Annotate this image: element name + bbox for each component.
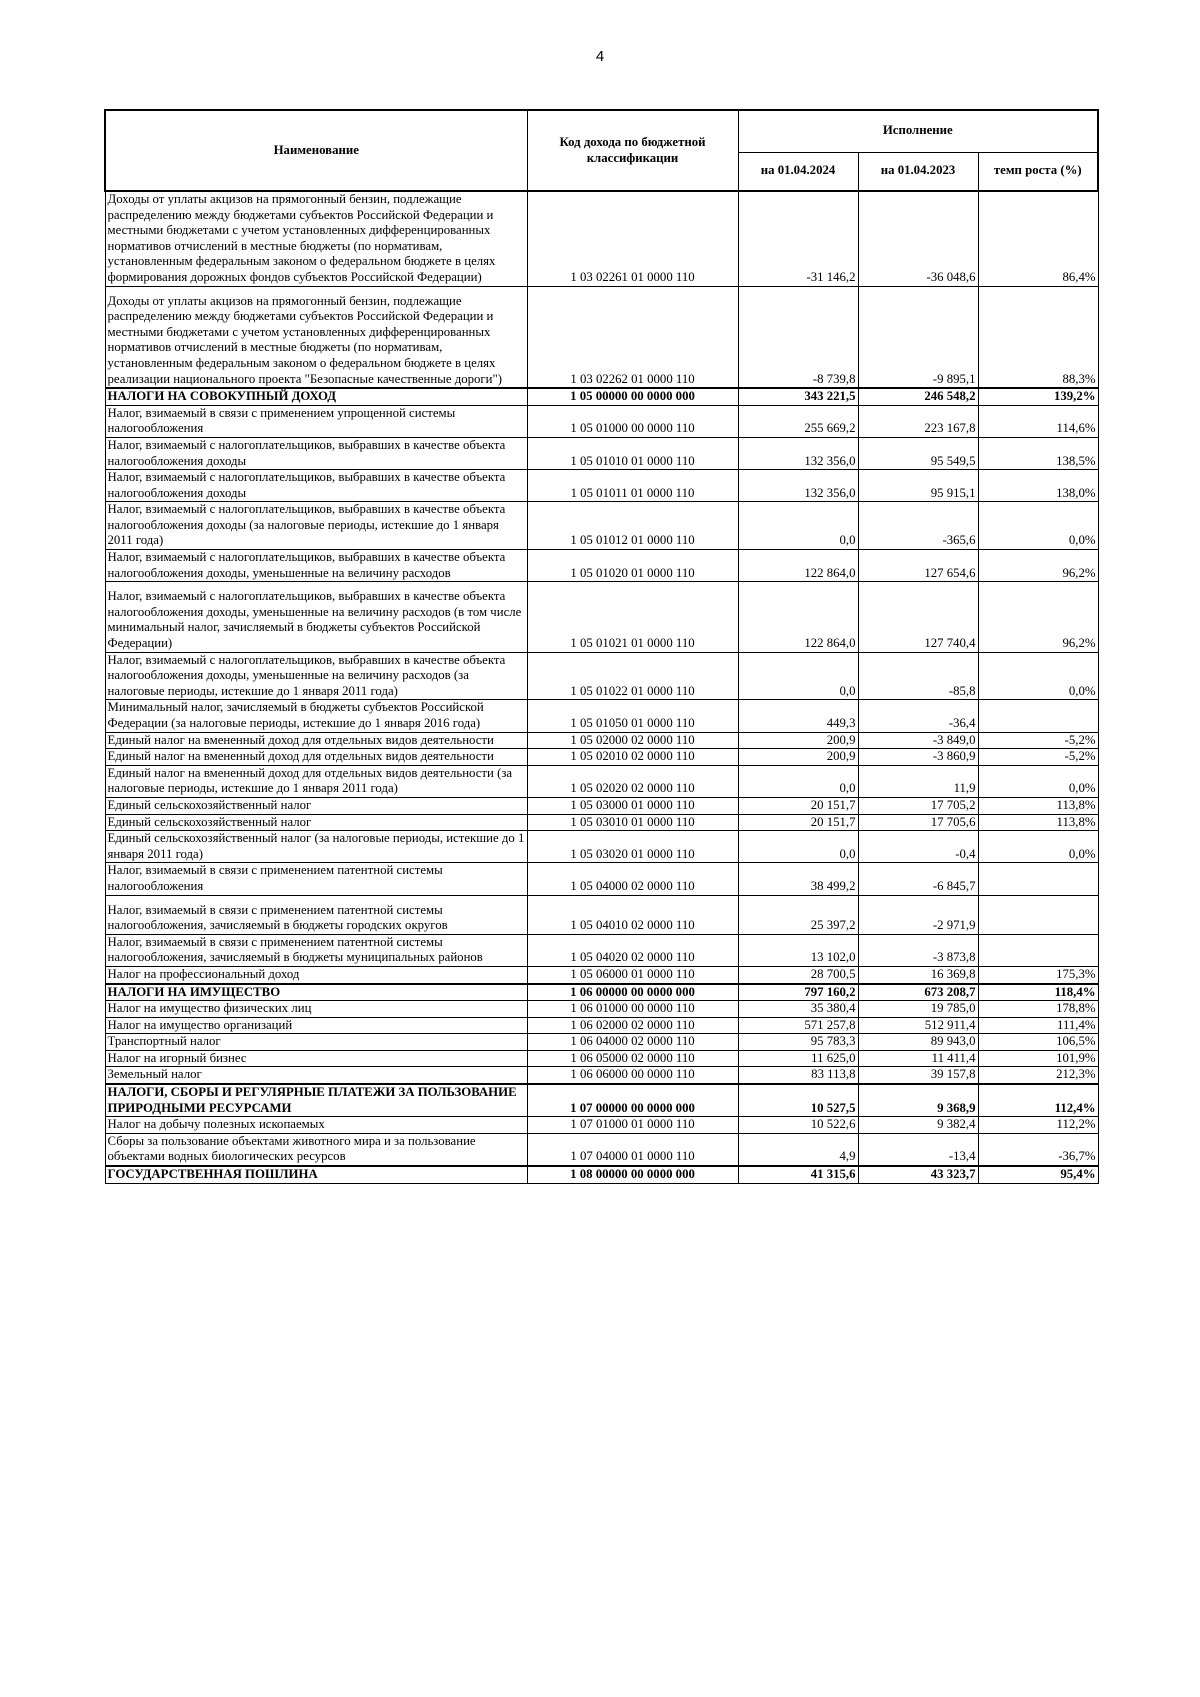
row-growth: 112,2%	[978, 1117, 1098, 1134]
table-row	[105, 1117, 1098, 1134]
table-row	[105, 437, 1098, 469]
row-growth: 138,5%	[978, 437, 1098, 469]
row-growth: 111,4%	[978, 1017, 1098, 1034]
row-growth: 106,5%	[978, 1034, 1098, 1051]
row-value-2024: 10 527,5	[738, 1084, 858, 1117]
row-value-2024: 38 499,2	[738, 863, 858, 895]
row-code: 1 06 06000 00 0000 110	[527, 1067, 738, 1084]
row-value-2024: 797 160,2	[738, 984, 858, 1001]
row-growth: 86,4%	[978, 191, 1098, 286]
row-growth	[978, 863, 1098, 895]
row-code: 1 07 00000 00 0000 000	[527, 1084, 738, 1117]
row-code: 1 05 01021 01 0000 110	[527, 582, 738, 652]
row-growth: 113,8%	[978, 797, 1098, 814]
row-name: Налог на имущество организаций	[105, 1017, 527, 1034]
table-row	[105, 814, 1098, 831]
row-name: ГОСУДАРСТВЕННАЯ ПОШЛИНА	[105, 1166, 527, 1183]
row-name: Единый налог на вмененный доход для отдельных видов деятельности (за налоговые периоды, истекшие до 1 января 2011 года)	[105, 765, 527, 797]
row-value-2023: 11 411,4	[858, 1050, 978, 1067]
row-growth: 212,3%	[978, 1067, 1098, 1084]
row-value-2023: -9 895,1	[858, 286, 978, 388]
row-growth: 175,3%	[978, 966, 1098, 983]
table-row	[105, 765, 1098, 797]
row-code: 1 06 00000 00 0000 000	[527, 984, 738, 1001]
row-value-2023: -365,6	[858, 502, 978, 550]
table-row	[105, 582, 1098, 652]
row-value-2023: 17 705,2	[858, 797, 978, 814]
row-value-2023: 95 915,1	[858, 470, 978, 502]
row-growth: 96,2%	[978, 550, 1098, 582]
header-2023: на 01.04.2023	[858, 152, 978, 191]
table-row	[105, 388, 1098, 405]
table-row	[105, 502, 1098, 550]
row-code: 1 05 01022 01 0000 110	[527, 652, 738, 700]
row-value-2023: 127 740,4	[858, 582, 978, 652]
row-value-2023: 127 654,6	[858, 550, 978, 582]
row-value-2024: 25 397,2	[738, 895, 858, 934]
row-growth: -5,2%	[978, 749, 1098, 766]
row-code: 1 05 01050 01 0000 110	[527, 700, 738, 732]
row-name: Налог, взимаемый с налогоплательщиков, выбравших в качестве объекта налогообложения доходы	[105, 470, 527, 502]
row-growth: -36,7%	[978, 1133, 1098, 1166]
row-value-2024: 13 102,0	[738, 934, 858, 966]
header-name: Наименование	[105, 110, 527, 191]
row-name: НАЛОГИ, СБОРЫ И РЕГУЛЯРНЫЕ ПЛАТЕЖИ ЗА ПОЛЬЗОВАНИЕ ПРИРОДНЫМИ РЕСУРСАМИ	[105, 1084, 527, 1117]
row-value-2023: -13,4	[858, 1133, 978, 1166]
row-value-2024: 122 864,0	[738, 582, 858, 652]
row-value-2024: 11 625,0	[738, 1050, 858, 1067]
table-row	[105, 749, 1098, 766]
row-code: 1 05 02020 02 0000 110	[527, 765, 738, 797]
row-name: Доходы от уплаты акцизов на прямогонный бензин, подлежащие распределению между бюджетами субъектов Российской Федерации и местными бюджетами с учетом установленных дифференцированных нормативов отчислений в местные бюджеты (по нормативам, установленным федеральным законом о федеральном бюджете в целях реализации национального проекта "Безопасные качественные дороги")	[105, 286, 527, 388]
row-value-2024: 132 356,0	[738, 470, 858, 502]
table-row	[105, 652, 1098, 700]
row-code: 1 05 01010 01 0000 110	[527, 437, 738, 469]
row-value-2023: 9 368,9	[858, 1084, 978, 1117]
row-value-2023: -3 860,9	[858, 749, 978, 766]
row-growth: 0,0%	[978, 765, 1098, 797]
row-code: 1 05 01000 00 0000 110	[527, 405, 738, 437]
table-row	[105, 732, 1098, 749]
row-value-2023: -6 845,7	[858, 863, 978, 895]
table-row	[105, 1067, 1098, 1084]
row-name: НАЛОГИ НА ИМУЩЕСТВО	[105, 984, 527, 1001]
row-code: 1 05 01012 01 0000 110	[527, 502, 738, 550]
row-name: Налог на профессиональный доход	[105, 966, 527, 983]
table-row	[105, 1017, 1098, 1034]
table-row	[105, 700, 1098, 732]
row-value-2023: 512 911,4	[858, 1017, 978, 1034]
row-growth: 95,4%	[978, 1166, 1098, 1183]
row-growth	[978, 895, 1098, 934]
table-row	[105, 1133, 1098, 1166]
row-name: Транспортный налог	[105, 1034, 527, 1051]
row-code: 1 05 02010 02 0000 110	[527, 749, 738, 766]
table-row	[105, 831, 1098, 863]
row-value-2024: 0,0	[738, 765, 858, 797]
row-code: 1 05 03000 01 0000 110	[527, 797, 738, 814]
row-value-2023: 246 548,2	[858, 388, 978, 405]
table-body	[105, 191, 1098, 1183]
row-growth: 138,0%	[978, 470, 1098, 502]
header-2024: на 01.04.2024	[738, 152, 858, 191]
row-value-2024: 255 669,2	[738, 405, 858, 437]
row-name: Налог, взимаемый в связи с применением патентной системы налогообложения, зачисляемый в бюджеты городских округов	[105, 895, 527, 934]
table-row	[105, 470, 1098, 502]
header-growth: темп роста (%)	[978, 152, 1098, 191]
row-name: Налог, взимаемый с налогоплательщиков, выбравших в качестве объекта налогообложения доходы, уменьшенные на величину расходов (в том числе минимальный налог, зачисляемый в бюджеты субъектов Российской Федерации)	[105, 582, 527, 652]
table-row	[105, 405, 1098, 437]
row-code: 1 06 05000 02 0000 110	[527, 1050, 738, 1067]
table-header	[105, 110, 1098, 191]
row-value-2024: 20 151,7	[738, 814, 858, 831]
row-value-2024: -31 146,2	[738, 191, 858, 286]
row-value-2024: 0,0	[738, 652, 858, 700]
row-value-2024: 41 315,6	[738, 1166, 858, 1183]
row-code: 1 05 04010 02 0000 110	[527, 895, 738, 934]
row-value-2023: 39 157,8	[858, 1067, 978, 1084]
row-growth: 113,8%	[978, 814, 1098, 831]
row-name: Единый сельскохозяйственный налог	[105, 797, 527, 814]
row-code: 1 06 01000 00 0000 110	[527, 1001, 738, 1018]
budget-revenue-table	[104, 109, 1099, 1184]
row-value-2023: 16 369,8	[858, 966, 978, 983]
table-row	[105, 1001, 1098, 1018]
row-name: Земельный налог	[105, 1067, 527, 1084]
row-value-2023: -2 971,9	[858, 895, 978, 934]
row-name: Минимальный налог, зачисляемый в бюджеты субъектов Российской Федерации (за налоговые периоды, истекшие до 1 января 2016 года)	[105, 700, 527, 732]
table-row	[105, 1084, 1098, 1117]
row-code: 1 05 01020 01 0000 110	[527, 550, 738, 582]
row-value-2024: 0,0	[738, 831, 858, 863]
table-row	[105, 191, 1098, 286]
row-name: Налог, взимаемый в связи с применением патентной системы налогообложения, зачисляемый в бюджеты муниципальных районов	[105, 934, 527, 966]
row-name: Единый налог на вмененный доход для отдельных видов деятельности	[105, 732, 527, 749]
row-code: 1 05 04020 02 0000 110	[527, 934, 738, 966]
page-number: 4	[595, 48, 605, 65]
row-code: 1 06 02000 02 0000 110	[527, 1017, 738, 1034]
row-name: Налог на игорный бизнес	[105, 1050, 527, 1067]
row-value-2023: 89 943,0	[858, 1034, 978, 1051]
row-value-2023: 19 785,0	[858, 1001, 978, 1018]
row-value-2024: 200,9	[738, 732, 858, 749]
row-name: Сборы за пользование объектами животного мира и за пользование объектами водных биологических ресурсов	[105, 1133, 527, 1166]
table-row	[105, 966, 1098, 983]
row-growth: 139,2%	[978, 388, 1098, 405]
row-name: Доходы от уплаты акцизов на прямогонный бензин, подлежащие распределению между бюджетами субъектов Российской Федерации и местными бюджетами с учетом установленных дифференцированных нормативов отчислений в местные бюджеты (по нормативам, установленным федеральным законом о федеральном бюджете в целях формирования дорожных фондов субъектов Российской Федерации)	[105, 191, 527, 286]
row-value-2024: 0,0	[738, 502, 858, 550]
row-value-2023: -36,4	[858, 700, 978, 732]
row-value-2024: 35 380,4	[738, 1001, 858, 1018]
row-name: Налог на добычу полезных ископаемых	[105, 1117, 527, 1134]
row-code: 1 05 03010 01 0000 110	[527, 814, 738, 831]
row-value-2023: 9 382,4	[858, 1117, 978, 1134]
row-growth: 101,9%	[978, 1050, 1098, 1067]
header-execution: Исполнение	[738, 110, 1098, 152]
row-name: Налог, взимаемый с налогоплательщиков, выбравших в качестве объекта налогообложения доходы	[105, 437, 527, 469]
row-code: 1 05 04000 02 0000 110	[527, 863, 738, 895]
row-value-2023: 223 167,8	[858, 405, 978, 437]
row-value-2023: -85,8	[858, 652, 978, 700]
row-growth	[978, 700, 1098, 732]
table-row	[105, 1034, 1098, 1051]
row-growth: 0,0%	[978, 502, 1098, 550]
row-name: Налог на имущество физических лиц	[105, 1001, 527, 1018]
row-name: Единый сельскохозяйственный налог	[105, 814, 527, 831]
row-value-2023: 43 323,7	[858, 1166, 978, 1183]
row-code: 1 05 01011 01 0000 110	[527, 470, 738, 502]
table-row	[105, 1166, 1098, 1183]
row-value-2024: 95 783,3	[738, 1034, 858, 1051]
row-value-2024: 83 113,8	[738, 1067, 858, 1084]
row-value-2024: 122 864,0	[738, 550, 858, 582]
row-value-2023: 673 208,7	[858, 984, 978, 1001]
table-row	[105, 934, 1098, 966]
row-value-2024: 10 522,6	[738, 1117, 858, 1134]
row-growth: 112,4%	[978, 1084, 1098, 1117]
row-value-2023: -3 873,8	[858, 934, 978, 966]
row-growth: 178,8%	[978, 1001, 1098, 1018]
table-row	[105, 1050, 1098, 1067]
row-growth: 0,0%	[978, 831, 1098, 863]
row-value-2023: 17 705,6	[858, 814, 978, 831]
row-code: 1 05 06000 01 0000 110	[527, 966, 738, 983]
row-name: Налог, взимаемый с налогоплательщиков, выбравших в качестве объекта налогообложения доходы (за налоговые периоды, истекшие до 1 января 2011 года)	[105, 502, 527, 550]
table-row	[105, 550, 1098, 582]
row-value-2024: 571 257,8	[738, 1017, 858, 1034]
row-code: 1 05 03020 01 0000 110	[527, 831, 738, 863]
table-row	[105, 984, 1098, 1001]
row-value-2024: 200,9	[738, 749, 858, 766]
row-code: 1 03 02261 01 0000 110	[527, 191, 738, 286]
row-growth	[978, 934, 1098, 966]
row-code: 1 08 00000 00 0000 000	[527, 1166, 738, 1183]
table-row	[105, 286, 1098, 388]
row-value-2024: 28 700,5	[738, 966, 858, 983]
header-code: Код дохода по бюджетной классификации	[527, 110, 738, 191]
row-growth: 118,4%	[978, 984, 1098, 1001]
row-code: 1 05 02000 02 0000 110	[527, 732, 738, 749]
row-name: Единый сельскохозяйственный налог (за налоговые периоды, истекшие до 1 января 2011 года)	[105, 831, 527, 863]
row-growth: 0,0%	[978, 652, 1098, 700]
row-name: Налог, взимаемый с налогоплательщиков, выбравших в качестве объекта налогообложения доходы, уменьшенные на величину расходов (за налоговые периоды, истекшие до 1 января 2011 года)	[105, 652, 527, 700]
table-row	[105, 895, 1098, 934]
row-value-2024: 343 221,5	[738, 388, 858, 405]
table-row	[105, 863, 1098, 895]
row-code: 1 07 04000 01 0000 110	[527, 1133, 738, 1166]
row-value-2024: 449,3	[738, 700, 858, 732]
row-value-2023: -3 849,0	[858, 732, 978, 749]
row-value-2023: 11,9	[858, 765, 978, 797]
row-name: Налог, взимаемый с налогоплательщиков, выбравших в качестве объекта налогообложения доходы, уменьшенные на величину расходов	[105, 550, 527, 582]
row-value-2023: -36 048,6	[858, 191, 978, 286]
row-growth: 114,6%	[978, 405, 1098, 437]
row-growth: -5,2%	[978, 732, 1098, 749]
row-code: 1 07 01000 01 0000 110	[527, 1117, 738, 1134]
row-value-2024: 4,9	[738, 1133, 858, 1166]
row-name: НАЛОГИ НА СОВОКУПНЫЙ ДОХОД	[105, 388, 527, 405]
row-value-2024: -8 739,8	[738, 286, 858, 388]
row-value-2023: 95 549,5	[858, 437, 978, 469]
row-growth: 88,3%	[978, 286, 1098, 388]
row-name: Единый налог на вмененный доход для отдельных видов деятельности	[105, 749, 527, 766]
row-code: 1 05 00000 00 0000 000	[527, 388, 738, 405]
row-code: 1 06 04000 02 0000 110	[527, 1034, 738, 1051]
row-value-2023: -0,4	[858, 831, 978, 863]
table-row	[105, 797, 1098, 814]
row-growth: 96,2%	[978, 582, 1098, 652]
row-code: 1 03 02262 01 0000 110	[527, 286, 738, 388]
row-name: Налог, взимаемый в связи с применением упрощенной системы налогообложения	[105, 405, 527, 437]
row-value-2024: 132 356,0	[738, 437, 858, 469]
row-name: Налог, взимаемый в связи с применением патентной системы налогообложения	[105, 863, 527, 895]
row-value-2024: 20 151,7	[738, 797, 858, 814]
